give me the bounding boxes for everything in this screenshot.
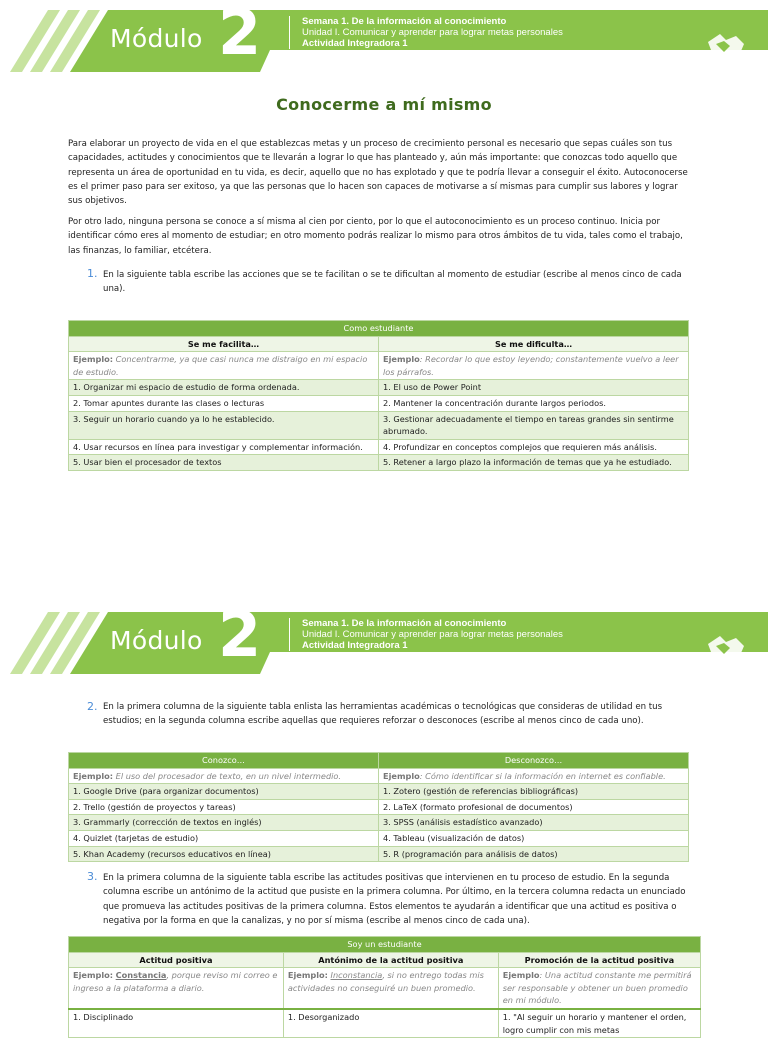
question-number-3: 3. (87, 870, 98, 883)
table-cell: 5. Retener a largo plazo la información de temas que ya he estudiado. (379, 455, 689, 471)
example-cell: Ejemplo: Concentrarme, ya que casi nunca me distraigo en mi espacio de estudio. (69, 352, 379, 380)
table-cell: 4. Profundizar en conceptos complejos que requieren más análisis. (379, 439, 689, 455)
week-title: Semana 1. De la información al conocimiento (302, 16, 507, 27)
table-cell: 2. Tomar apuntes durante las clases o lecturas (69, 395, 379, 411)
table-cell: 1. Google Drive (para organizar documentos) (69, 784, 379, 800)
column-header: Antónimo de la actitud positiva (283, 952, 498, 968)
tools-table (68, 752, 689, 862)
table-row (69, 1009, 701, 1038)
table-row (69, 846, 689, 862)
attitudes-table (68, 936, 701, 1038)
table-cell: 3. Grammarly (corrección de textos en inglés) (69, 815, 379, 831)
question-3-text: En la primera columna de la siguiente tabla escribe las actitudes positivas que intervienen en tu proceso de estudio. En la segunda columna escribe un antónimo de la actitud que pusiste en la primera columna. Por último, en la tercera columna redacta un enunciado que promueva las actitudes positivas de la primera columna. Estos elementos te ayudarán a identificar que una actitud es positiva o negativa por la forma en que la canalizas, y no por sí misma (escribe al menos cinco de cada una). (103, 873, 686, 926)
column-header: Desconozco… (379, 753, 689, 769)
column-header: Actitud positiva (69, 952, 284, 968)
example-cell: Ejemplo: Una actitud constante me permitirá ser responsable y obtener un buen promedio en mi módulo. (498, 968, 700, 1009)
table-cell: 1. Desorganizado (283, 1009, 498, 1038)
column-header: Se me facilita… (69, 336, 379, 352)
table-cell: 4. Tableau (visualización de datos) (379, 830, 689, 846)
table-cell: 2. Mantener la concentración durante largos periodos. (379, 395, 689, 411)
student-table-1 (68, 320, 689, 471)
table-cell: 1. Disciplinado (69, 1009, 284, 1038)
question-1-text: En la siguiente tabla escribe las acciones que se te facilitan o se te dificultan al momento de estudiar (escribe al menos cinco de cada una). (103, 270, 682, 295)
table-row (69, 411, 689, 439)
unit-title: Unidad I. Comunicar y aprender para lograr metas personales (302, 27, 563, 38)
table-cell: 4. Quizlet (tarjetas de estudio) (69, 830, 379, 846)
example-cell: Ejemplo: Recordar lo que estoy leyendo; constantemente vuelvo a leer los párrafos. (379, 352, 689, 380)
table-row (69, 380, 689, 396)
question-number-2: 2. (87, 700, 98, 713)
intro-paragraph-2: Por otro lado, ninguna persona se conoce a sí misma al cien por ciento, por lo que el autoconocimiento es un proceso continuo. Inicia por identificar cómo eres al momento de estudiar; en otro momento podrás realizar lo mismo para otros ámbitos de tu vida, tales como el trabajo, las finanzas, lo familiar, etcétera. (68, 217, 683, 256)
example-cell: Ejemplo: El uso del procesador de texto, en un nivel intermedio. (69, 768, 379, 784)
table-row (69, 439, 689, 455)
table-row (69, 830, 689, 846)
activity-title: Actividad Integradora 1 (302, 640, 408, 651)
activity-title: Actividad Integradora 1 (302, 38, 408, 49)
table-row (69, 815, 689, 831)
column-header: Conozco… (69, 753, 379, 769)
column-header: Promoción de la actitud positiva (498, 952, 700, 968)
course-info (289, 618, 563, 651)
example-cell: Ejemplo: Cómo identificar si la información en internet es confiable. (379, 768, 689, 784)
table-row (69, 455, 689, 471)
example-cell: Ejemplo: Constancia, porque reviso mi correo e ingreso a la plataforma a diario. (69, 968, 284, 1009)
table-cell: 3. Gestionar adecuadamente el tiempo en tareas grandes sin sentirme abrumado. (379, 411, 689, 439)
table-cell: 1. Organizar mi espacio de estudio de forma ordenada. (69, 380, 379, 396)
table-cell: 1. Zotero (gestión de referencias bibliográficas) (379, 784, 689, 800)
table-cell: 1. "Al seguir un horario y mantener el orden, logro cumplir con mis metas (498, 1009, 700, 1038)
question-2-text: En la primera columna de la siguiente tabla enlista las herramientas académicas o tecnológicas que consideras de utilidad en tus estudios; en la segunda columna escribe aquellas que requieres reforzar o desconoces (escribe al menos cinco de cada uno). (103, 702, 663, 727)
module-number: 2 (218, 598, 262, 671)
table-cell: 1. El uso de Power Point (379, 380, 689, 396)
table-row (69, 784, 689, 800)
table-cell: 3. SPSS (análisis estadístico avanzado) (379, 815, 689, 831)
table-row (69, 799, 689, 815)
institution-logo-icon (706, 32, 746, 60)
table-cell: 4. Usar recursos en línea para investigar y complementar información. (69, 439, 379, 455)
module-label: Módulo (110, 626, 203, 655)
page-title: Conocerme a mí mismo (276, 95, 492, 114)
table-title: Soy un estudiante (69, 937, 701, 953)
unit-title: Unidad I. Comunicar y aprender para lograr metas personales (302, 629, 563, 640)
module-label: Módulo (110, 24, 203, 53)
intro-paragraph-1: Para elaborar un proyecto de vida en el que establezcas metas y un proceso de crecimiento personal es necesario que sepas cuáles son tus capacidades, actitudes y conocimientos que te llevarán a lograr lo que has planteado y, aún más importante: que conozcas todo aquello que representa un área de oportunidad en tu vida, es decir, aquello que no has explotado y que te podría llevar a conseguir el éxito. Autoconocerse es el primer paso para ser exitoso, ya que las personas que lo hacen son capaces de motivarse a sí mismas para cumplir sus labores y lograr sus objetivos. (68, 139, 688, 207)
example-cell: Ejemplo: Inconstancia, si no entrego todas mis actividades no conseguiré un buen promedio. (283, 968, 498, 1009)
table-cell: 2. LaTeX (formato profesional de documentos) (379, 799, 689, 815)
module-banner (0, 0, 768, 72)
module-number: 2 (218, 0, 262, 69)
course-info (289, 16, 563, 49)
question-number-1: 1. (87, 267, 98, 280)
module-banner (0, 598, 768, 674)
table-cell: 2. Trello (gestión de proyectos y tareas) (69, 799, 379, 815)
week-title: Semana 1. De la información al conocimiento (302, 618, 507, 629)
table-title: Como estudiante (69, 321, 689, 337)
table-cell: 5. R (programación para análisis de datos) (379, 846, 689, 862)
table-cell: 3. Seguir un horario cuando ya lo he establecido. (69, 411, 379, 439)
table-cell: 5. Usar bien el procesador de textos (69, 455, 379, 471)
column-header: Se me dificulta… (379, 336, 689, 352)
table-cell: 5. Khan Academy (recursos educativos en línea) (69, 846, 379, 862)
table-row (69, 395, 689, 411)
institution-logo-icon (706, 634, 746, 662)
